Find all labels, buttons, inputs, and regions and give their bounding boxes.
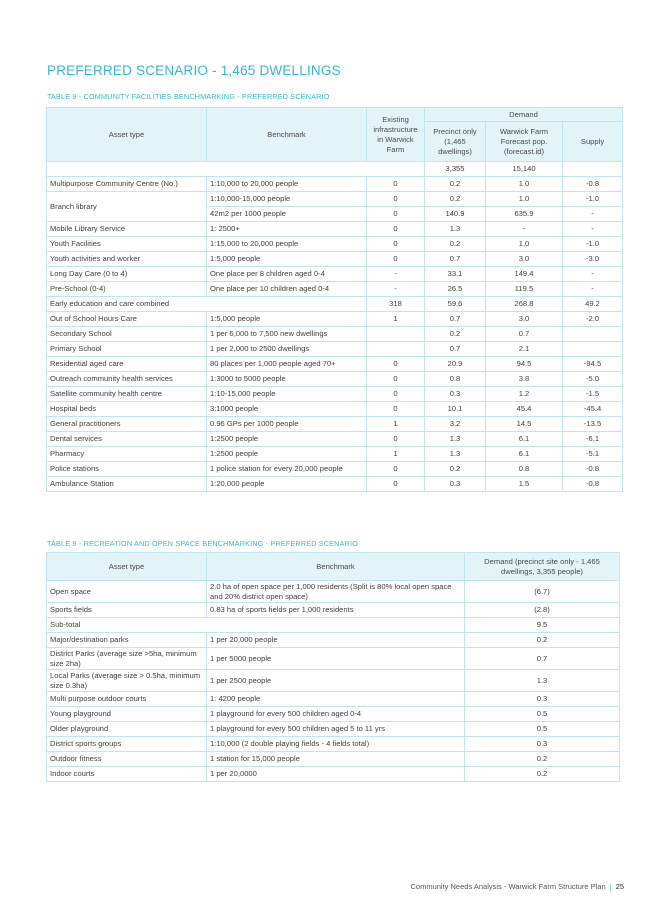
cell-supply: - [563, 207, 623, 222]
cell-demand: (6.7) [465, 581, 620, 603]
cell-precinct: 33.1 [425, 267, 486, 282]
page-footer [411, 882, 625, 891]
page-title: PREFERRED SCENARIO - 1,465 DWELLINGS [47, 63, 341, 78]
cell-supply: - [563, 222, 623, 237]
cell-supply: -2.0 [563, 312, 623, 327]
cell-forecast: 14.5 [486, 417, 563, 432]
header-demand: Demand [425, 108, 623, 122]
cell-benchmark: 0.83 ha of sports fields per 1,000 residents [207, 603, 465, 618]
cell-asset-type: Long Day Care (0 to 4) [47, 267, 207, 282]
cell-existing: 0 [367, 402, 425, 417]
cell-asset-type: Indoor courts [47, 767, 207, 782]
cell-forecast: 1.5 [486, 477, 563, 492]
cell-benchmark: 1: 4200 people [207, 692, 465, 707]
header-precinct: Precinct only (1,465 dwellings) [425, 122, 486, 162]
cell-supply: -5.0 [563, 372, 623, 387]
cell-precinct: 0.3 [425, 477, 486, 492]
cell-demand: 0.5 [465, 722, 620, 737]
cell-benchmark: 1:5,000 people [207, 312, 367, 327]
cell-existing: - [367, 267, 425, 282]
cell-existing: 0 [367, 357, 425, 372]
cell-asset-type: General practitioners [47, 417, 207, 432]
cell-precinct: 0.7 [425, 252, 486, 267]
cell-demand: 0.2 [465, 752, 620, 767]
cell-demand: 0.3 [465, 737, 620, 752]
cell-asset-type: Pharmacy [47, 447, 207, 462]
recreation-open-space-table [46, 552, 620, 782]
table-row [47, 252, 623, 267]
table-row [47, 237, 623, 252]
table-row [47, 707, 620, 722]
cell-benchmark: 1:10-15,000 people [207, 387, 367, 402]
cell-supply: - [563, 267, 623, 282]
cell-demand: 1.3 [465, 670, 620, 692]
cell-benchmark: 1:5,000 people [207, 252, 367, 267]
cell-benchmark: 1:10,000-15,000 people [207, 192, 367, 207]
table-row [47, 722, 620, 737]
cell-supply: -0.8 [563, 177, 623, 192]
cell-precinct: 26.5 [425, 282, 486, 297]
table-row [47, 737, 620, 752]
table-row [47, 192, 623, 207]
cell-supply: -0.8 [563, 477, 623, 492]
cell-asset-type: Satellite community health centre [47, 387, 207, 402]
table-row [47, 372, 623, 387]
footer-title: Community Needs Analysis - Warwick Farm Structure Plan [410, 882, 606, 891]
cell-forecast: 2.1 [486, 342, 563, 357]
cell-precinct: 10.1 [425, 402, 486, 417]
cell-benchmark: 1 per 20,000 people [207, 633, 465, 648]
cell-benchmark: 1:15,000 to 20,000 people [207, 237, 367, 252]
cell-benchmark: 1:20,000 people [207, 477, 367, 492]
cell-forecast: 1.0 [486, 177, 563, 192]
cell-benchmark: 1 per 5000 people [207, 648, 465, 670]
cell-precinct: 0.8 [425, 372, 486, 387]
page-number: 25 [615, 882, 624, 891]
table-row [47, 432, 623, 447]
population-forecast: 15,140 [486, 162, 563, 177]
cell-forecast: - [486, 222, 563, 237]
cell-benchmark: 1 police station for every 20,000 people [207, 462, 367, 477]
cell-benchmark: 42m2 per 1000 people [207, 207, 367, 222]
table-row [47, 222, 623, 237]
cell-benchmark: 1 per 2,000 to 2500 dwellings [207, 342, 367, 357]
cell-forecast: 3.0 [486, 252, 563, 267]
cell-forecast: 268.8 [486, 297, 563, 312]
table-row [47, 282, 623, 297]
cell-asset-type: Secondary School [47, 327, 207, 342]
cell-supply: -1.5 [563, 387, 623, 402]
cell-asset-type: Hospital beds [47, 402, 207, 417]
cell-forecast: 94.5 [486, 357, 563, 372]
table-row [47, 387, 623, 402]
cell-asset-type: District Parks (average size >5ha, minimum size 2ha) [47, 648, 207, 670]
cell-existing: 1 [367, 447, 425, 462]
cell-demand: (2.8) [465, 603, 620, 618]
table-row [47, 177, 623, 192]
cell-forecast: 1.0 [486, 237, 563, 252]
cell-precinct: 0.2 [425, 462, 486, 477]
cell-existing: 318 [367, 297, 425, 312]
cell-asset-type: Pre-School (0-4) [47, 282, 207, 297]
cell-forecast: 1.0 [486, 192, 563, 207]
cell-benchmark: 80 places per 1,000 people aged 70+ [207, 357, 367, 372]
cell-demand: 0.5 [465, 707, 620, 722]
table-row [47, 692, 620, 707]
cell-existing: 0 [367, 252, 425, 267]
cell-demand: 0.7 [465, 648, 620, 670]
cell-precinct: 0.2 [425, 237, 486, 252]
table-row [47, 297, 623, 312]
cell-demand: 9.5 [465, 618, 620, 633]
table-row [47, 267, 623, 282]
cell-benchmark: 1:2500 people [207, 432, 367, 447]
table-row [47, 670, 620, 692]
cell-existing: 1 [367, 417, 425, 432]
cell-forecast: 6.1 [486, 432, 563, 447]
table-row [47, 357, 623, 372]
cell-asset-type: Young playground [47, 707, 207, 722]
cell-forecast: 45.4 [486, 402, 563, 417]
cell-demand: 0.3 [465, 692, 620, 707]
cell-supply: -5.1 [563, 447, 623, 462]
cell-precinct: 3.2 [425, 417, 486, 432]
table-row [47, 767, 620, 782]
cell-existing: - [367, 282, 425, 297]
cell-asset-type: District sports groups [47, 737, 207, 752]
cell-precinct: 0.2 [425, 192, 486, 207]
table-row [47, 312, 623, 327]
cell-asset-type: Sub-total [47, 618, 465, 633]
header-supply: Supply [563, 122, 623, 162]
cell-supply: -3.0 [563, 252, 623, 267]
cell-benchmark: 1 playground for every 500 children aged 0-4 [207, 707, 465, 722]
cell-asset-type: Youth Facilities [47, 237, 207, 252]
cell-forecast: 3.0 [486, 312, 563, 327]
cell-benchmark: 1 per 6,000 to 7,500 new dwellings [207, 327, 367, 342]
cell-existing [367, 327, 425, 342]
cell-asset-type: Primary School [47, 342, 207, 357]
cell-asset-type: Out of School Hours Care [47, 312, 207, 327]
cell-forecast: 6.1 [486, 447, 563, 462]
cell-benchmark: 1:10,000 (2 double playing fields - 4 fields total) [207, 737, 465, 752]
table-row [47, 648, 620, 670]
table-row [47, 618, 620, 633]
cell-benchmark: 0.96 GPs per 1000 people [207, 417, 367, 432]
header-demand: Demand (precinct site only - 1,465 dwellings, 3,355 people) [465, 553, 620, 581]
cell-forecast: 635.9 [486, 207, 563, 222]
cell-precinct: 140.9 [425, 207, 486, 222]
cell-precinct: 1.3 [425, 222, 486, 237]
cell-precinct: 0.2 [425, 327, 486, 342]
table-row [47, 633, 620, 648]
cell-supply: -0.8 [563, 462, 623, 477]
table-caption-community: TABLE 9 - COMMUNITY FACILITIES BENCHMARKING - PREFERRED SCENARIO [47, 92, 330, 101]
table-row [47, 342, 623, 357]
cell-benchmark: 2.0 ha of open space per 1,000 residents (Split is 80% local open space and 20% district open space) [207, 581, 465, 603]
cell-forecast: 149.4 [486, 267, 563, 282]
cell-demand: 0.2 [465, 633, 620, 648]
cell-benchmark: 1 station for 15,000 people [207, 752, 465, 767]
table-row [47, 581, 620, 603]
header-asset-type: Asset type [47, 553, 207, 581]
cell-asset-type: Dental services [47, 432, 207, 447]
header-benchmark: Benchmark [207, 108, 367, 162]
cell-benchmark: 1 per 20,0000 [207, 767, 465, 782]
header-existing: Existing infrastructure in Warwick Farm [367, 108, 425, 162]
cell-asset-type: Ambulance Station [47, 477, 207, 492]
cell-asset-type: Multipurpose Community Centre (No.) [47, 177, 207, 192]
cell-benchmark: 1 per 2500 people [207, 670, 465, 692]
cell-benchmark: 1: 2500+ [207, 222, 367, 237]
cell-asset-type: Sports fields [47, 603, 207, 618]
cell-precinct: 20.9 [425, 357, 486, 372]
cell-precinct: 59.6 [425, 297, 486, 312]
header-benchmark: Benchmark [207, 553, 465, 581]
cell-benchmark: 1:3000 to 5000 people [207, 372, 367, 387]
cell-existing: 0 [367, 372, 425, 387]
header-asset-type: Asset type [47, 108, 207, 162]
cell-existing: 1 [367, 312, 425, 327]
cell-forecast: 3.8 [486, 372, 563, 387]
cell-asset-type: Older playground [47, 722, 207, 737]
table-row [47, 603, 620, 618]
cell-precinct: 0.2 [425, 177, 486, 192]
cell-supply: -45.4 [563, 402, 623, 417]
cell-asset-type: Police stations [47, 462, 207, 477]
cell-existing [367, 342, 425, 357]
cell-existing: 0 [367, 432, 425, 447]
cell-benchmark: One place per 10 children aged 0-4 [207, 282, 367, 297]
cell-existing: 0 [367, 237, 425, 252]
cell-supply: -94.5 [563, 357, 623, 372]
cell-existing: 0 [367, 207, 425, 222]
cell-asset-type: Residential aged care [47, 357, 207, 372]
cell-existing: 0 [367, 222, 425, 237]
cell-asset-type: Local Parks (average size > 0.5ha, minimum size 0.3ha) [47, 670, 207, 692]
cell-existing: 0 [367, 177, 425, 192]
cell-supply: 49.2 [563, 297, 623, 312]
cell-asset-type: Branch library [47, 192, 207, 222]
table-row [47, 462, 623, 477]
table-row [47, 327, 623, 342]
population-row [47, 162, 623, 177]
community-facilities-table [46, 107, 623, 492]
cell-supply [563, 327, 623, 342]
cell-forecast: 0.8 [486, 462, 563, 477]
footer-separator: | [609, 882, 612, 891]
population-precinct: 3,355 [425, 162, 486, 177]
header-forecast: Warwick Farm Forecast pop. (forecast.id) [486, 122, 563, 162]
cell-precinct: 0.7 [425, 342, 486, 357]
cell-existing: 0 [367, 477, 425, 492]
cell-benchmark: 1:2500 people [207, 447, 367, 462]
cell-forecast: 119.5 [486, 282, 563, 297]
cell-supply: -6.1 [563, 432, 623, 447]
table-row [47, 417, 623, 432]
table-row [47, 447, 623, 462]
cell-benchmark: 1:10,000 to 20,000 people [207, 177, 367, 192]
cell-supply: -1.0 [563, 192, 623, 207]
cell-precinct: 1.3 [425, 432, 486, 447]
cell-benchmark: 1 playground for every 500 children aged 5 to 11 yrs [207, 722, 465, 737]
cell-benchmark: 3:1000 people [207, 402, 367, 417]
cell-demand: 0.2 [465, 767, 620, 782]
cell-supply [563, 342, 623, 357]
cell-asset-type: Early education and care combined [47, 297, 367, 312]
table-caption-recreation: TABLE 9 - RECREATION AND OPEN SPACE BENCHMARKING - PREFERRED SCENARIO [47, 539, 358, 548]
cell-asset-type: Multi purpose outdoor courts [47, 692, 207, 707]
cell-benchmark: One place per 8 children aged 0-4 [207, 267, 367, 282]
cell-precinct: 0.7 [425, 312, 486, 327]
cell-supply: -13.5 [563, 417, 623, 432]
cell-existing: 0 [367, 387, 425, 402]
cell-asset-type: Outreach community health services [47, 372, 207, 387]
cell-precinct: 1.3 [425, 447, 486, 462]
cell-forecast: 1.2 [486, 387, 563, 402]
cell-supply: - [563, 282, 623, 297]
cell-existing: 0 [367, 462, 425, 477]
cell-asset-type: Major/destination parks [47, 633, 207, 648]
cell-asset-type: Open space [47, 581, 207, 603]
cell-precinct: 0.3 [425, 387, 486, 402]
table-row [47, 477, 623, 492]
cell-asset-type: Outdoor fitness [47, 752, 207, 767]
cell-supply: -1.0 [563, 237, 623, 252]
cell-forecast: 0.7 [486, 327, 563, 342]
table-row [47, 752, 620, 767]
table-row [47, 402, 623, 417]
cell-asset-type: Mobile Library Service [47, 222, 207, 237]
cell-existing: 0 [367, 192, 425, 207]
cell-asset-type: Youth activities and worker [47, 252, 207, 267]
